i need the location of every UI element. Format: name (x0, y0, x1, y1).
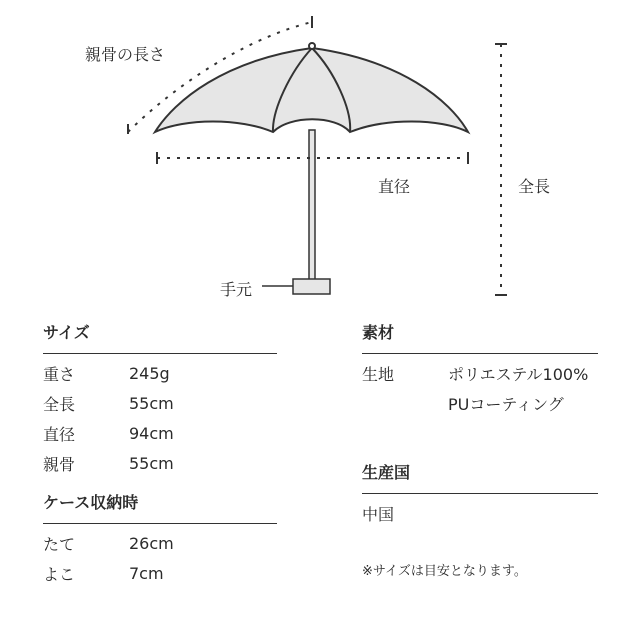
material-row (362, 388, 598, 418)
size-note: ※サイズは目安となります。 (362, 564, 527, 579)
diameter-label: 直径 (378, 177, 411, 196)
material-value: PUコーティング (448, 394, 564, 414)
case-row (43, 528, 277, 558)
handle-label: 手元 (220, 280, 253, 299)
case-row (43, 558, 277, 588)
size-value: 55cm (129, 453, 174, 473)
case-key: よこ (43, 564, 76, 584)
rib-length-label: 親骨の長さ (85, 45, 166, 64)
size-value: 245g (129, 363, 170, 383)
origin-section (362, 460, 598, 528)
material-row (362, 358, 598, 388)
umbrella-shaft (309, 130, 315, 280)
size-row (43, 448, 277, 478)
size-row (43, 358, 277, 388)
size-row (43, 388, 277, 418)
material-value: ポリエステル100% (448, 364, 589, 384)
umbrella-diagram (0, 0, 640, 310)
material-title: 素材 (362, 320, 598, 354)
case-value: 7cm (129, 563, 164, 583)
material-key: 生地 (362, 364, 395, 384)
umbrella-handle (293, 279, 330, 294)
origin-row (362, 498, 598, 528)
origin-title: 生産国 (362, 460, 598, 494)
umbrella-canopy (155, 48, 468, 132)
origin-value: 中国 (362, 504, 395, 524)
total-length-label: 全長 (518, 177, 551, 196)
size-row (43, 418, 277, 448)
size-section (43, 320, 277, 478)
case-value: 26cm (129, 533, 174, 553)
size-key: 親骨 (43, 454, 76, 474)
case-title: ケース収納時 (43, 490, 277, 524)
size-key: 全長 (43, 394, 76, 414)
size-value: 55cm (129, 393, 174, 413)
case-key: たて (43, 534, 76, 554)
size-key: 重さ (43, 364, 76, 384)
size-value: 94cm (129, 423, 174, 443)
case-section (43, 490, 277, 588)
size-title: サイズ (43, 320, 277, 354)
material-section (362, 320, 598, 418)
size-key: 直径 (43, 424, 76, 444)
